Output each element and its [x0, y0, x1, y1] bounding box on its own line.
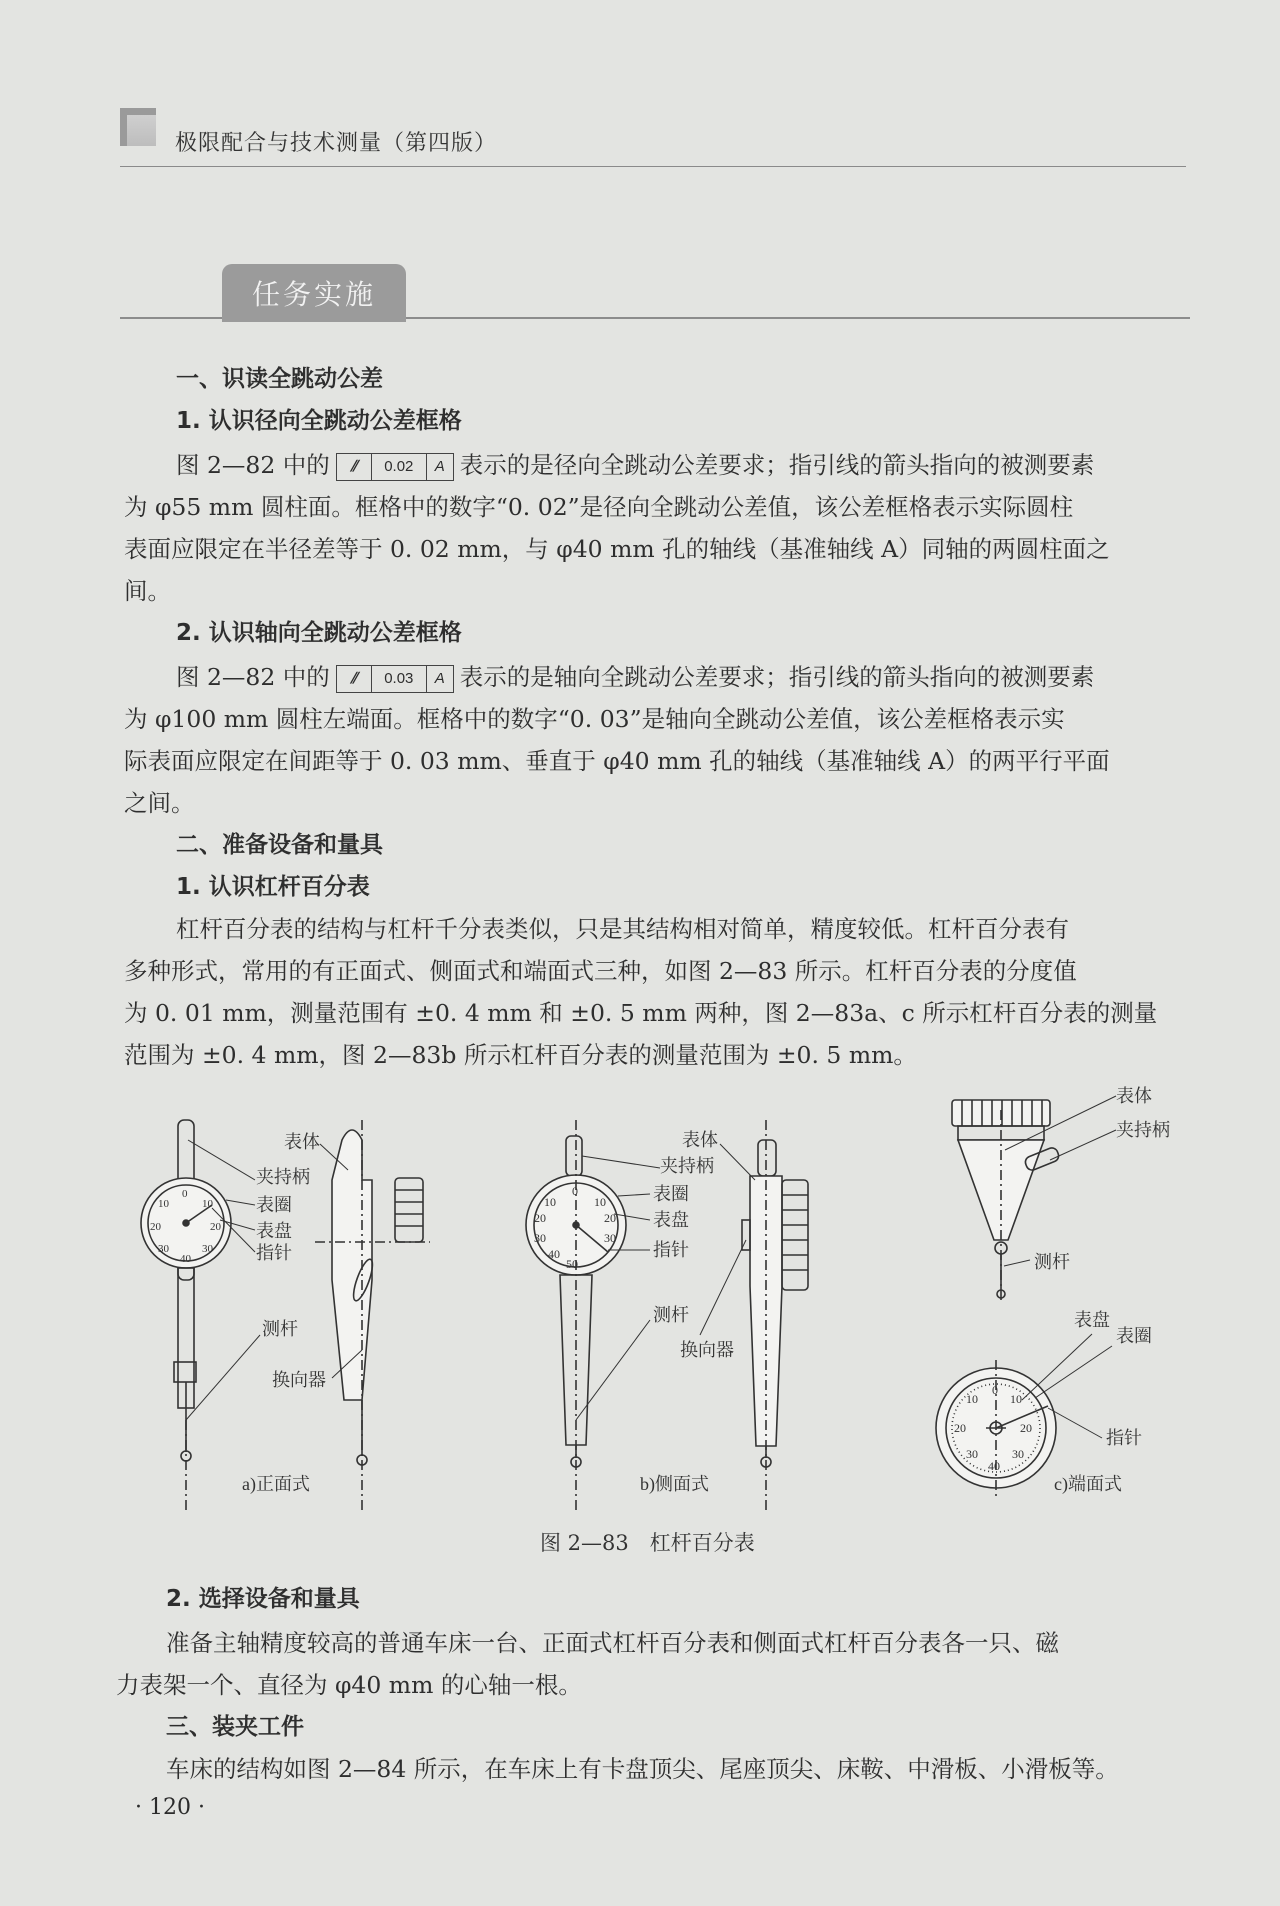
part-labels-b: [640, 1130, 734, 1495]
tolerance-value: 0.03: [372, 666, 427, 692]
label-body: 表体: [1116, 1086, 1152, 1106]
para-line: 为 φ100 mm 圆柱左端面。框格中的数字“0. 03”是轴向全跳动公差值，该公差框格表示实: [124, 705, 1065, 733]
text-fragment: 表示的是径向全跳动公差要求；指引线的箭头指向的被测要素: [459, 451, 1095, 479]
para-line: 多种形式，常用的有正面式、侧面式和端面式三种，如图 2—83 所示。杠杆百分表的分度值: [124, 957, 1077, 985]
label-pointer: 指针: [256, 1243, 292, 1263]
para-line: [176, 656, 1094, 699]
running-header-title: 极限配合与技术测量（第四版）: [175, 131, 498, 156]
dial-number: 20: [1020, 1421, 1032, 1435]
para-line: 之间。: [124, 789, 195, 817]
dial-number: 10: [158, 1198, 169, 1210]
para-line: [176, 444, 1094, 487]
tolerance-frame-axial: [336, 665, 454, 693]
dial-number: 30: [534, 1231, 546, 1245]
datum-letter: A: [434, 670, 445, 687]
dial-number: 30: [604, 1231, 616, 1245]
subheading-1-1: 1. 认识径向全跳动公差框格: [176, 408, 462, 434]
dial-number: 20: [604, 1211, 616, 1225]
label-bezel: 表圈: [256, 1195, 292, 1215]
dial-number: 0: [182, 1188, 188, 1200]
label-stylus: 测杆: [262, 1319, 298, 1339]
header-mark: [120, 108, 156, 146]
runout-symbol-icon: ⫽: [337, 454, 372, 480]
para-line: 间。: [124, 577, 171, 605]
subheading-2-1: 1. 认识杠杆百分表: [176, 874, 370, 900]
dial-number: 20: [534, 1211, 546, 1225]
dial-number: 0: [992, 1383, 998, 1397]
dial-number: 40: [988, 1459, 1000, 1473]
indicator-side-view: [526, 1120, 626, 1510]
label-dial: 表盘: [1074, 1310, 1110, 1330]
section-banner: 任务实施: [222, 264, 406, 322]
label-reverser: 换向器: [680, 1340, 734, 1360]
label-handle: 夹持柄: [1116, 1120, 1170, 1140]
para-line: 车床的结构如图 2—84 所示，在车床上有卡盘顶尖、尾座顶尖、床鞍、中滑板、小滑板等。: [166, 1755, 1119, 1783]
para-line: 力表架一个、直径为 φ40 mm 的心轴一根。: [116, 1671, 582, 1699]
figure-caption: 图 2—83 杠杆百分表: [540, 1531, 755, 1555]
header-rule: [120, 166, 1186, 167]
dial-number: 10: [594, 1195, 606, 1209]
label-handle: 夹持柄: [660, 1156, 714, 1176]
dial-number: 0: [572, 1184, 578, 1198]
para-line: 为 φ55 mm 圆柱面。框格中的数字“0. 02”是径向全跳动公差值，该公差框格表示实际圆柱: [124, 493, 1074, 521]
dial-number: 20: [954, 1421, 966, 1435]
label-pointer: 指针: [653, 1240, 689, 1260]
datum-letter: A: [434, 458, 445, 475]
para-line: 范围为 ±0. 4 mm，图 2—83b 所示杠杆百分表的测量范围为 ±0. 5 mm。: [124, 1041, 917, 1069]
text-fragment: 表示的是轴向全跳动公差要求；指引线的箭头指向的被测要素: [459, 663, 1095, 691]
label-bezel: 表圈: [1116, 1326, 1152, 1346]
figure-c-label: c)端面式: [1054, 1474, 1122, 1494]
text-fragment: 图 2—82 中的: [176, 663, 330, 691]
para-line: 杠杆百分表的结构与杠杆千分表类似，只是其结构相对简单，精度较低。杠杆百分表有: [176, 915, 1069, 943]
indicator-side-side-view: [742, 1120, 808, 1510]
para-line: 准备主轴精度较高的普通车床一台、正面式杠杆百分表和侧面式杠杆百分表各一只、磁: [166, 1629, 1059, 1657]
figure-2-83: [120, 1080, 1190, 1520]
label-stylus: 测杆: [1034, 1252, 1070, 1272]
section-heading-1: 一、识读全跳动公差: [176, 366, 383, 392]
label-pointer: 指针: [1106, 1428, 1142, 1448]
label-handle: 夹持柄: [256, 1167, 310, 1187]
para-line: 表面应限定在半径差等于 0. 02 mm，与 φ40 mm 孔的轴线（基准轴线 A）同轴的两圆柱面之: [124, 535, 1110, 563]
part-labels-a: [242, 1132, 326, 1495]
label-dial: 表盘: [653, 1210, 689, 1230]
runout-symbol-icon: ⫽: [337, 666, 372, 692]
subheading-1-2: 2. 认识轴向全跳动公差框格: [176, 620, 462, 646]
dial-number: 30: [966, 1447, 978, 1461]
dial-number: 20: [150, 1221, 161, 1233]
page-number: · 120 ·: [135, 1795, 205, 1820]
label-body: 表体: [682, 1130, 718, 1150]
label-body: 表体: [284, 1132, 320, 1152]
dial-number: 10: [202, 1198, 213, 1210]
dial-number: 40: [548, 1247, 560, 1261]
section-heading-2: 二、准备设备和量具: [176, 832, 383, 858]
dial-number: 30: [202, 1243, 213, 1255]
dial-number: 10: [966, 1392, 978, 1406]
dial-number: 10: [544, 1195, 556, 1209]
figure-b-label: b)侧面式: [640, 1474, 709, 1494]
section-heading-3: 三、装夹工件: [166, 1714, 304, 1740]
label-reverser: 换向器: [272, 1370, 326, 1390]
para-line: 际表面应限定在间距等于 0. 03 mm、垂直于 φ40 mm 孔的轴线（基准轴线 A）的两平行平面: [124, 747, 1110, 775]
label-dial: 表盘: [256, 1221, 292, 1241]
text-fragment: 图 2—82 中的: [176, 451, 330, 479]
indicator-front-view: [141, 1120, 231, 1510]
label-bezel: 表圈: [653, 1184, 689, 1204]
figure-a-label: a)正面式: [242, 1474, 310, 1494]
dial-number: 50: [566, 1257, 578, 1271]
para-line: 为 0. 01 mm，测量范围有 ±0. 4 mm 和 ±0. 5 mm 两种，图 2—83a、c 所示杠杆百分表的测量: [124, 999, 1158, 1027]
dial-number: 40: [180, 1253, 191, 1265]
label-stylus: 测杆: [653, 1305, 689, 1325]
dial-number: 10: [1010, 1392, 1022, 1406]
tolerance-frame-radial: [336, 453, 454, 481]
indicator-front-side-view: [315, 1120, 430, 1510]
tolerance-value: 0.02: [372, 454, 427, 480]
dial-number: 20: [210, 1221, 221, 1233]
subheading-2-2: 2. 选择设备和量具: [166, 1586, 360, 1612]
dial-number: 30: [158, 1243, 169, 1255]
dial-number: 30: [1012, 1447, 1024, 1461]
